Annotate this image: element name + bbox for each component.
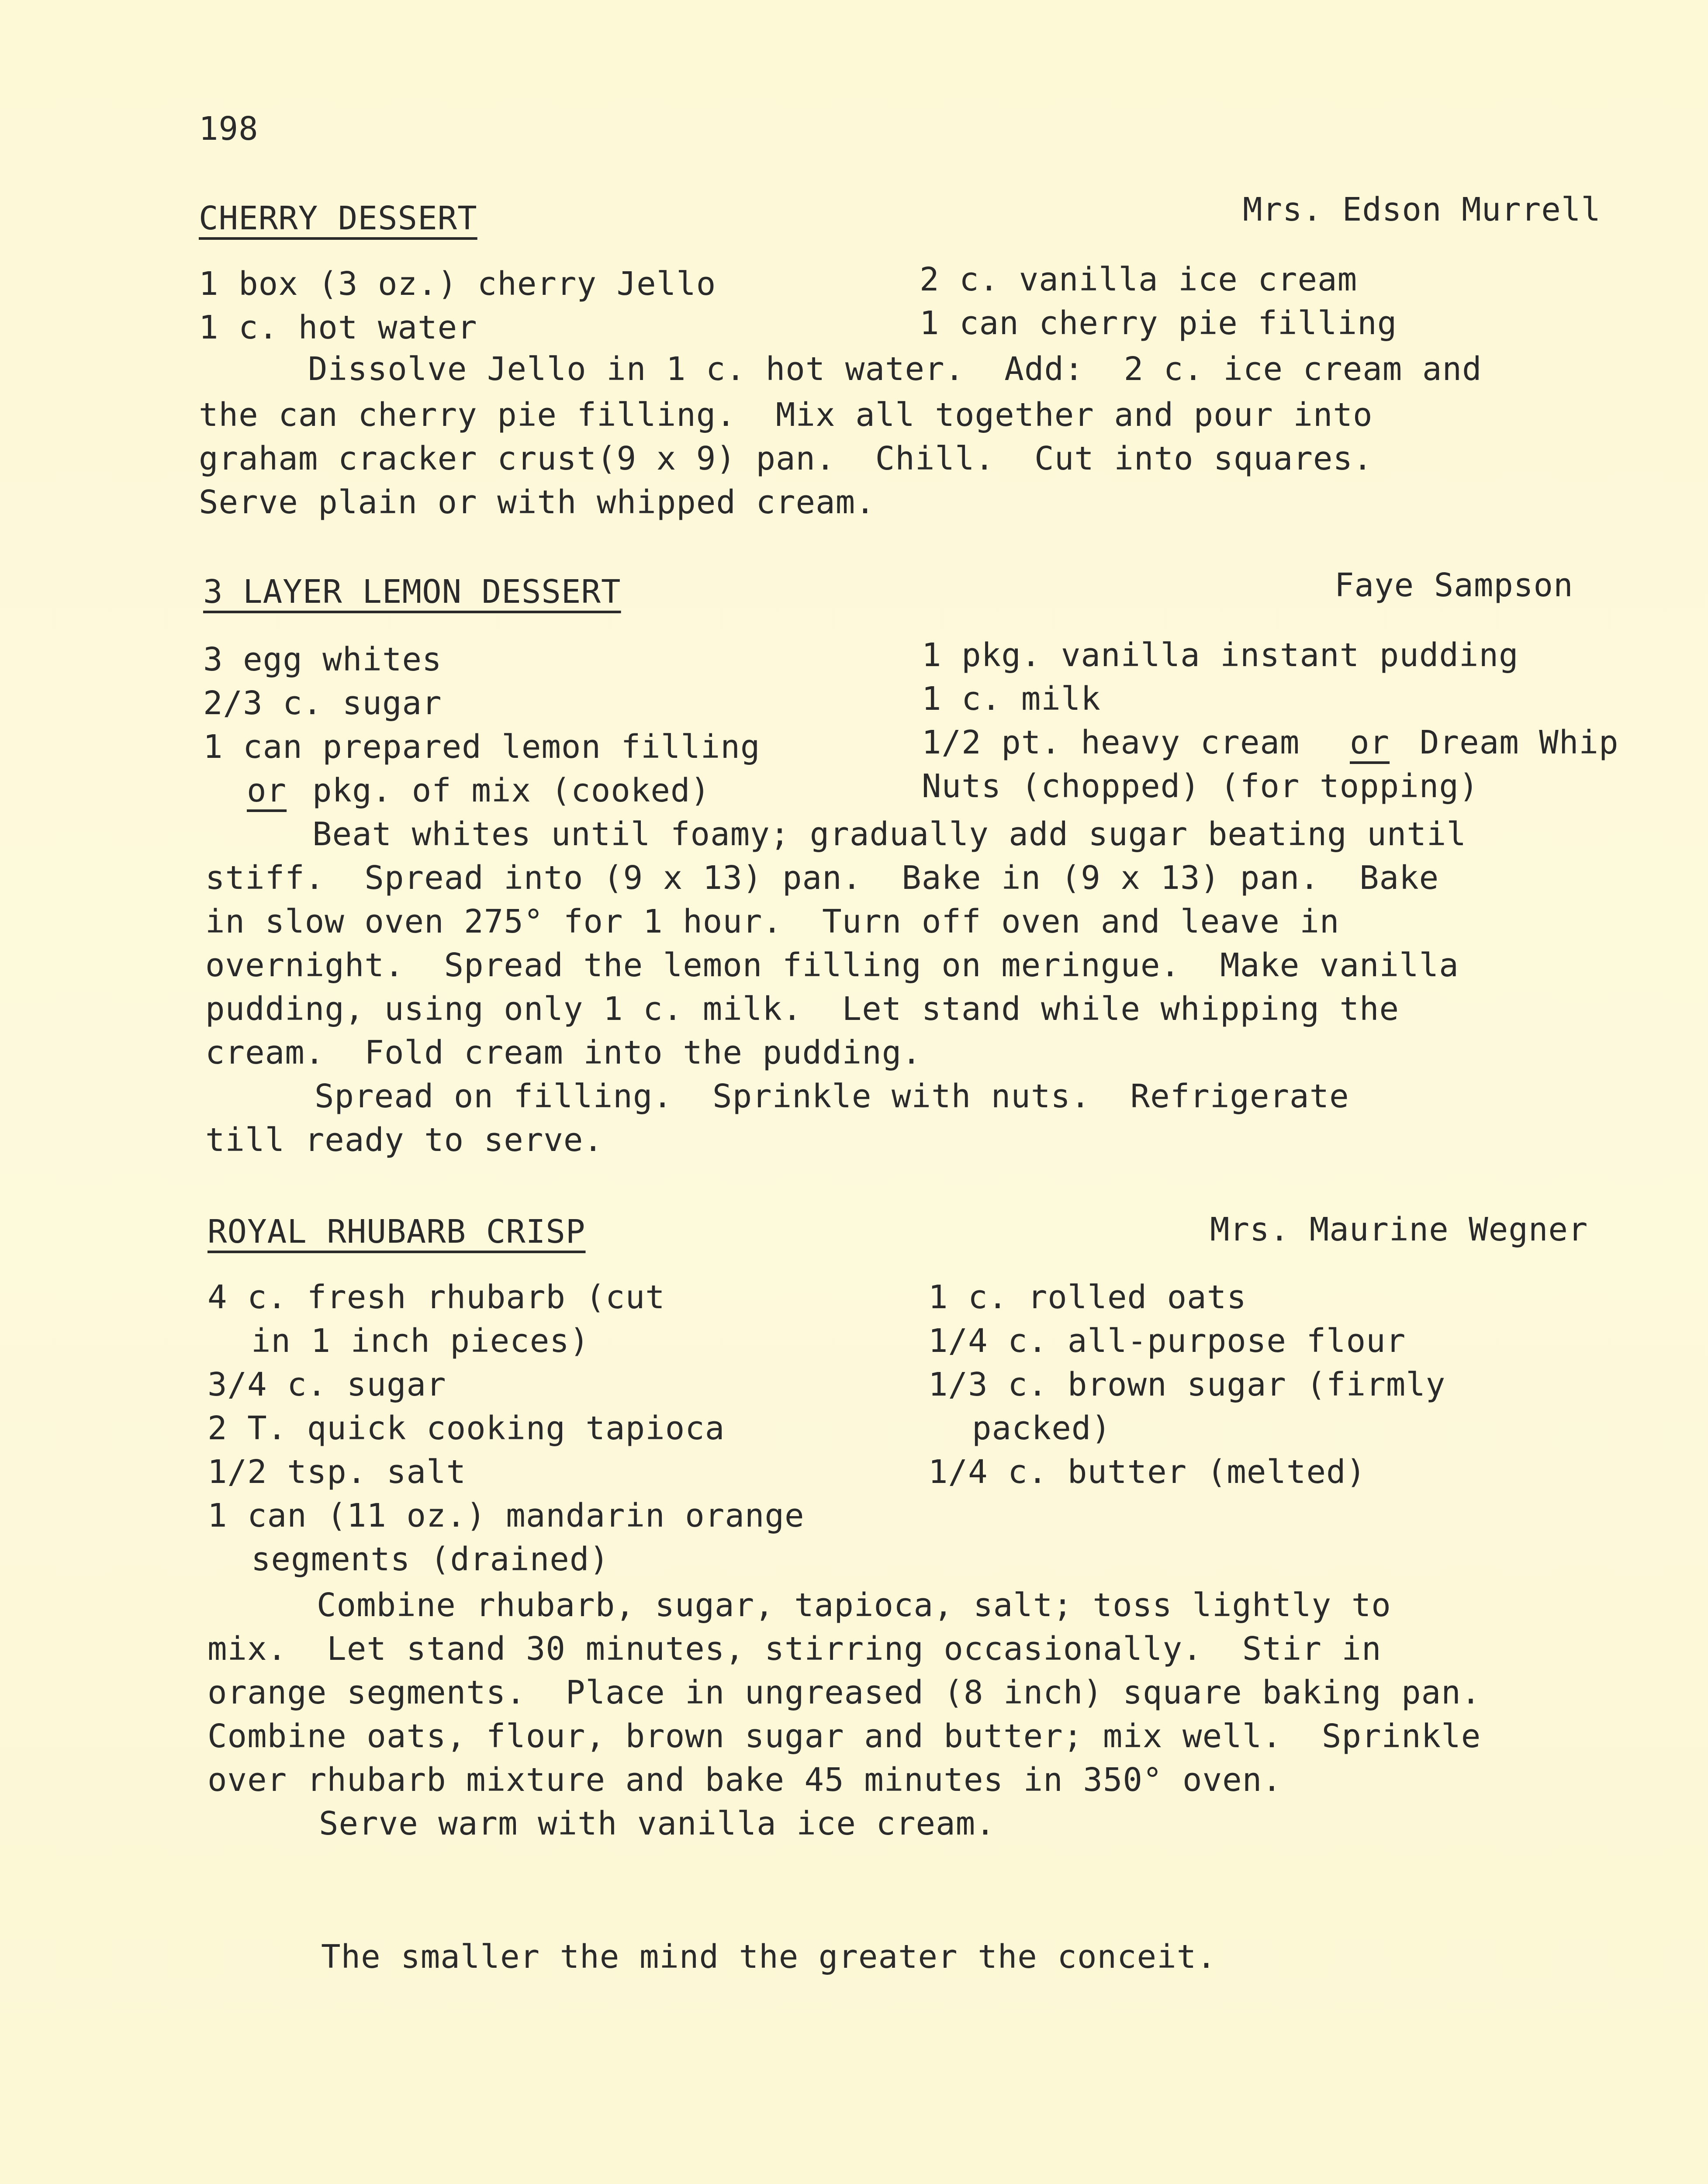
direction-line: Combine oats, flour, brown sugar and butter; mix well. Sprinkle — [207, 1717, 1481, 1755]
ingredient: 1/3 c. brown sugar (firmly — [928, 1366, 1446, 1403]
recipe-author: Mrs. Edson Murrell — [1243, 191, 1601, 228]
recipe-author: Mrs. Maurine Wegner — [1210, 1211, 1588, 1248]
ingredient: Dream Whip — [1420, 724, 1619, 761]
page-number: 198 — [199, 110, 259, 148]
recipe-title: ROYAL RHUBARB CRISP — [207, 1213, 586, 1251]
ingredient: 3 egg whites — [203, 641, 442, 678]
ingredient: 1/4 c. all-purpose flour — [928, 1322, 1406, 1360]
direction-line: overnight. Spread the lemon filling on meringue. Make vanilla — [205, 947, 1459, 984]
ingredient: 2 T. quick cooking tapioca — [207, 1410, 725, 1447]
ingredient: 1 c. hot water — [199, 309, 477, 346]
ingredient: pkg. of mix (cooked) — [312, 772, 711, 809]
direction-line: Serve warm with vanilla ice cream. — [319, 1805, 996, 1842]
recipe-title: 3 LAYER LEMON DESSERT — [203, 573, 621, 611]
ingredient: 3/4 c. sugar — [207, 1366, 446, 1403]
direction-line: Spread on filling. Sprinkle with nuts. Refrigerate — [315, 1078, 1349, 1115]
direction-line: Serve plain or with whipped cream. — [199, 484, 875, 521]
direction-line: till ready to serve. — [205, 1121, 604, 1159]
direction-line: orange segments. Place in ungreased (8 inch) square baking pan. — [207, 1674, 1481, 1711]
ingredient: 1/2 tsp. salt — [207, 1453, 467, 1491]
ingredient: 4 c. fresh rhubarb (cut — [207, 1279, 665, 1316]
ingredient: packed) — [972, 1410, 1111, 1447]
direction-line: pudding, using only 1 c. milk. Let stand while whipping the — [205, 990, 1400, 1028]
ingredient: 1 pkg. vanilla instant pudding — [922, 636, 1519, 674]
ingredient: 1 can (11 oz.) mandarin orange — [207, 1497, 805, 1534]
direction-line: stiff. Spread into (9 x 13) pan. Bake in (9 x 13) pan. Bake — [205, 859, 1439, 897]
direction-line: over rhubarb mixture and bake 45 minutes in 350° oven. — [207, 1761, 1282, 1799]
direction-line: cream. Fold cream into the pudding. — [205, 1034, 922, 1071]
ingredient: 1 c. milk — [922, 680, 1101, 718]
ingredient-or: or — [247, 772, 287, 809]
ingredient: 1 c. rolled oats — [928, 1279, 1247, 1316]
direction-line: Beat whites until foamy; gradually add sugar beating until — [312, 816, 1467, 853]
direction-line: Combine rhubarb, sugar, tapioca, salt; toss lightly to — [317, 1586, 1391, 1624]
closing-quote: The smaller the mind the greater the conceit. — [321, 1938, 1217, 1976]
ingredient-or: or — [1350, 724, 1390, 761]
ingredient: 1 can prepared lemon filling — [203, 728, 761, 766]
ingredient: 2 c. vanilla ice cream — [920, 261, 1358, 298]
ingredient: 1 box (3 oz.) cherry Jello — [199, 265, 716, 303]
ingredient: 1/4 c. butter (melted) — [928, 1453, 1366, 1491]
recipe-title: CHERRY DESSERT — [199, 200, 477, 237]
ingredient: 1/2 pt. heavy cream — [922, 724, 1300, 761]
direction-line: in slow oven 275° for 1 hour. Turn off oven and leave in — [205, 903, 1340, 940]
direction-line: Dissolve Jello in 1 c. hot water. Add: 2 c. ice cream and — [308, 350, 1482, 388]
ingredient: 2/3 c. sugar — [203, 684, 442, 722]
ingredient: segments (drained) — [251, 1541, 609, 1578]
direction-line: mix. Let stand 30 minutes, stirring occasionally. Stir in — [207, 1630, 1382, 1668]
ingredient: Nuts (chopped) (for topping) — [922, 767, 1479, 805]
direction-line: graham cracker crust(9 x 9) pan. Chill. Cut into squares. — [199, 440, 1373, 477]
direction-line: the can cherry pie filling. Mix all together and pour into — [199, 396, 1373, 434]
ingredient: in 1 inch pieces) — [251, 1322, 590, 1360]
ingredient: 1 can cherry pie filling — [920, 304, 1397, 342]
recipe-author: Faye Sampson — [1335, 567, 1573, 604]
